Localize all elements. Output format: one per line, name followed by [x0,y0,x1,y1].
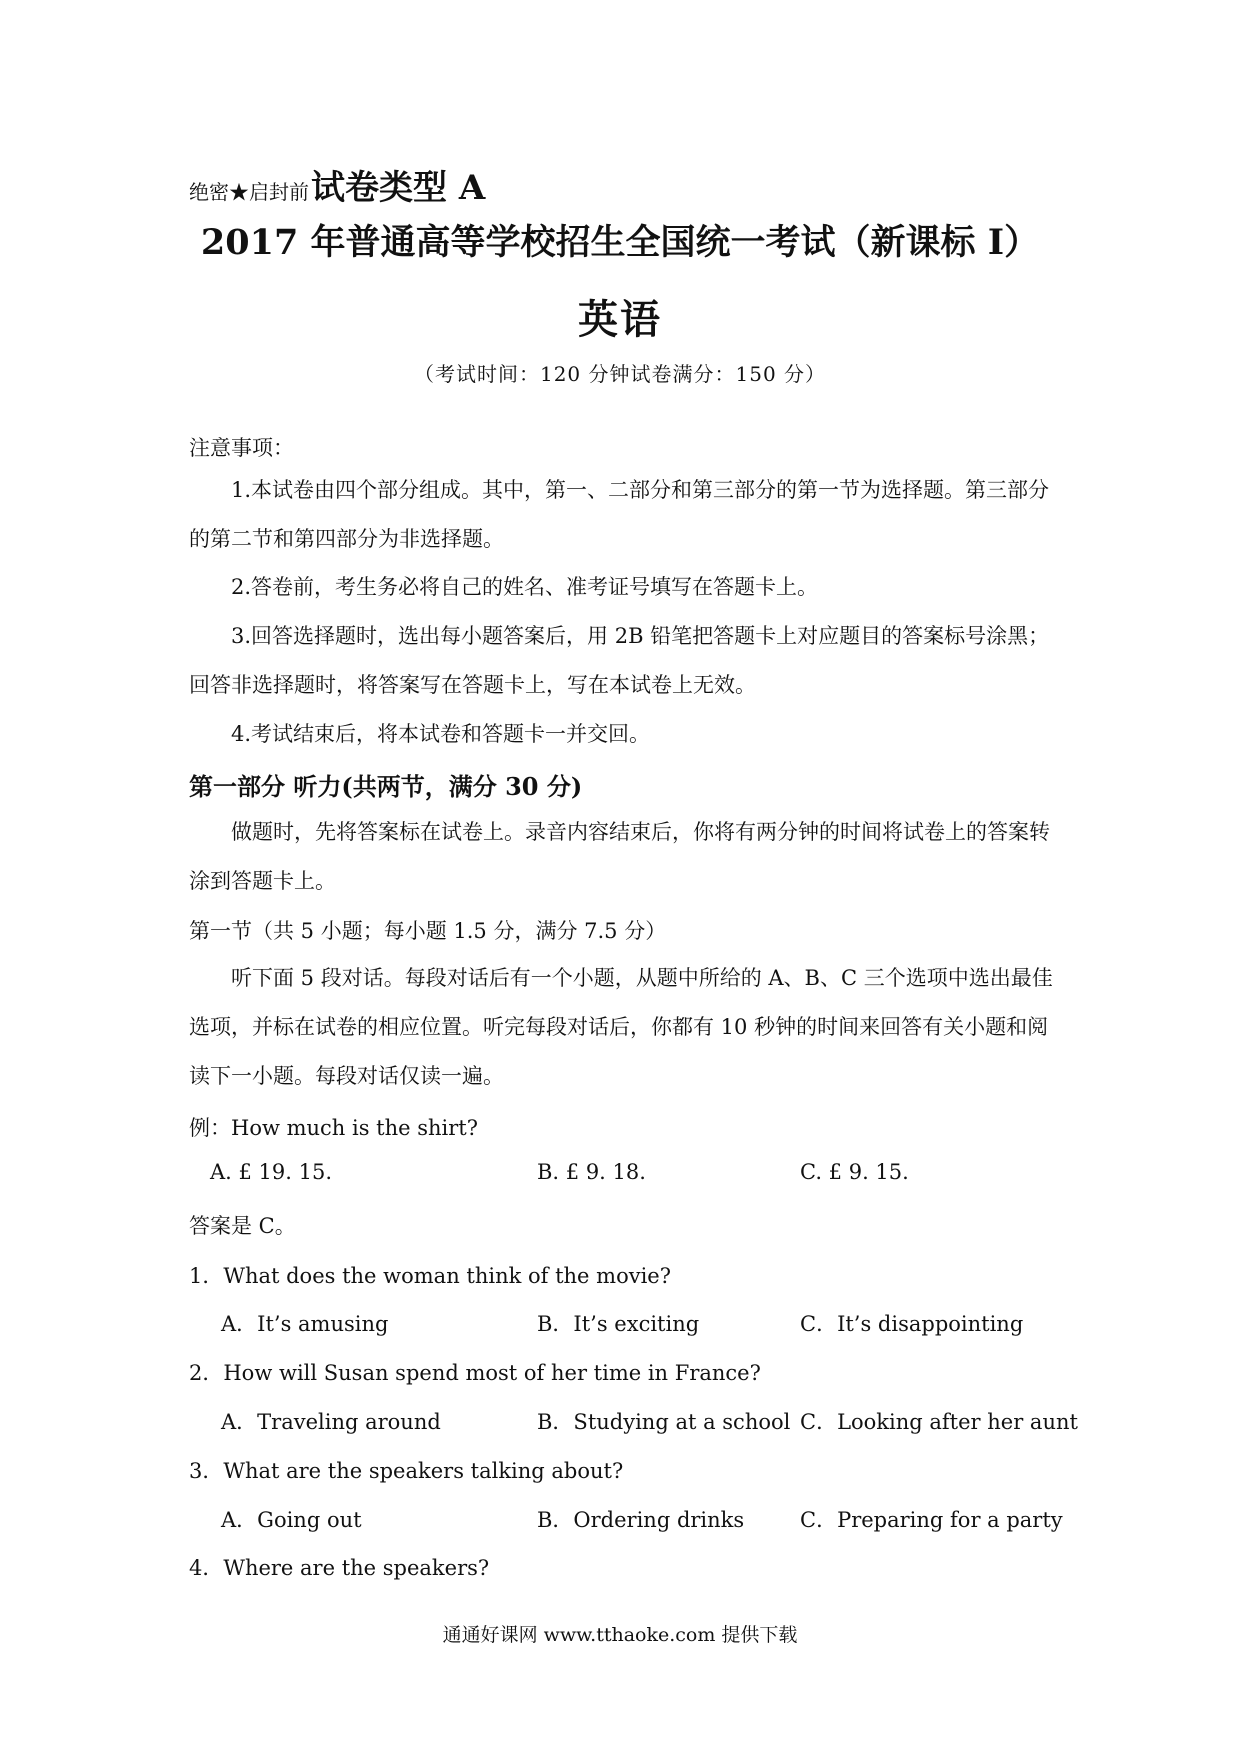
question-3-option-c: C．Preparing for a party [800,1508,1063,1532]
notice-heading: 注意事项： [189,436,294,460]
part1-heading: 第一部分 听力(共两节，满分 30 分) [189,772,583,801]
example-question: 例：How much is the shirt? [189,1116,478,1140]
example-answer: 答案是 C。 [189,1214,296,1238]
paper-type: 试卷类型 A [311,168,486,208]
question-2-option-b: B．Studying at a school [537,1410,791,1434]
exam-title: 2017 年普通高等学校招生全国统一考试（新课标 I） [200,222,1040,263]
question-4: 4．Where are the speakers? [189,1556,490,1580]
page-footer: 通通好课网 www.tthaoke.com 提供下载 [442,1624,798,1646]
example-option-b: B. £ 9. 18. [537,1160,646,1184]
question-2-option-a: A．Traveling around [221,1410,441,1434]
section1-heading: 第一节（共 5 小题；每小题 1.5 分，满分 7.5 分） [189,919,667,943]
question-3-option-a: A．Going out [221,1508,362,1532]
question-1: 1．What does the woman think of the movie? [189,1264,671,1288]
part1-intro: 做题时，先将答案标在试卷上。录音内容结束后，你将有两分钟的时间将试卷上的答案转涂到答题卡上。 [189,820,1050,893]
question-1-option-c: C．It’s disappointing [800,1312,1024,1336]
question-3-option-b: B．Ordering drinks [537,1508,745,1532]
notice-item: 3.回答选择题时，选出每小题答案后，用 2B 铅笔把答题卡上对应题目的答案标号涂黑；回答非选择题时，将答案写在答题卡上，写在本试卷上无效。 [189,624,1050,697]
subject-title: 英语 [578,296,662,343]
question-1-option-a: A．It’s amusing [221,1312,389,1336]
question-3: 3．What are the speakers talking about? [189,1459,624,1483]
example-option-c: C. £ 9. 15. [800,1160,909,1184]
notice-item: 4.考试结束后，将本试卷和答题卡一并交回。 [231,722,651,746]
notice-item: 1.本试卷由四个部分组成。其中，第一、二部分和第三部分的第一节为选择题。第三部分的第二节和第四部分为非选择题。 [189,478,1050,551]
question-2: 2．How will Susan spend most of her time in France? [189,1361,761,1385]
notice-item: 2.答卷前，考生务必将自己的姓名、准考证号填写在答题卡上。 [231,575,819,599]
section1-intro: 听下面 5 段对话。每段对话后有一个小题，从题中所给的 A、B、C 三个选项中选出最佳选项，并标在试卷的相应位置。听完每段对话后，你都有 10 秒钟的时间来回答有关小题和阅读下一小题。每段对话仅读一遍。 [189,966,1053,1088]
secret-mark: 绝密★启封前 [189,180,309,204]
example-option-a: A. £ 19. 15. [210,1160,333,1184]
exam-info: （考试时间：120 分钟试卷满分：150 分） [413,362,827,386]
secret-line [189,160,485,209]
question-1-option-b: B．It’s exciting [537,1312,700,1336]
question-2-option-c: C．Looking after her aunt [800,1410,1078,1434]
